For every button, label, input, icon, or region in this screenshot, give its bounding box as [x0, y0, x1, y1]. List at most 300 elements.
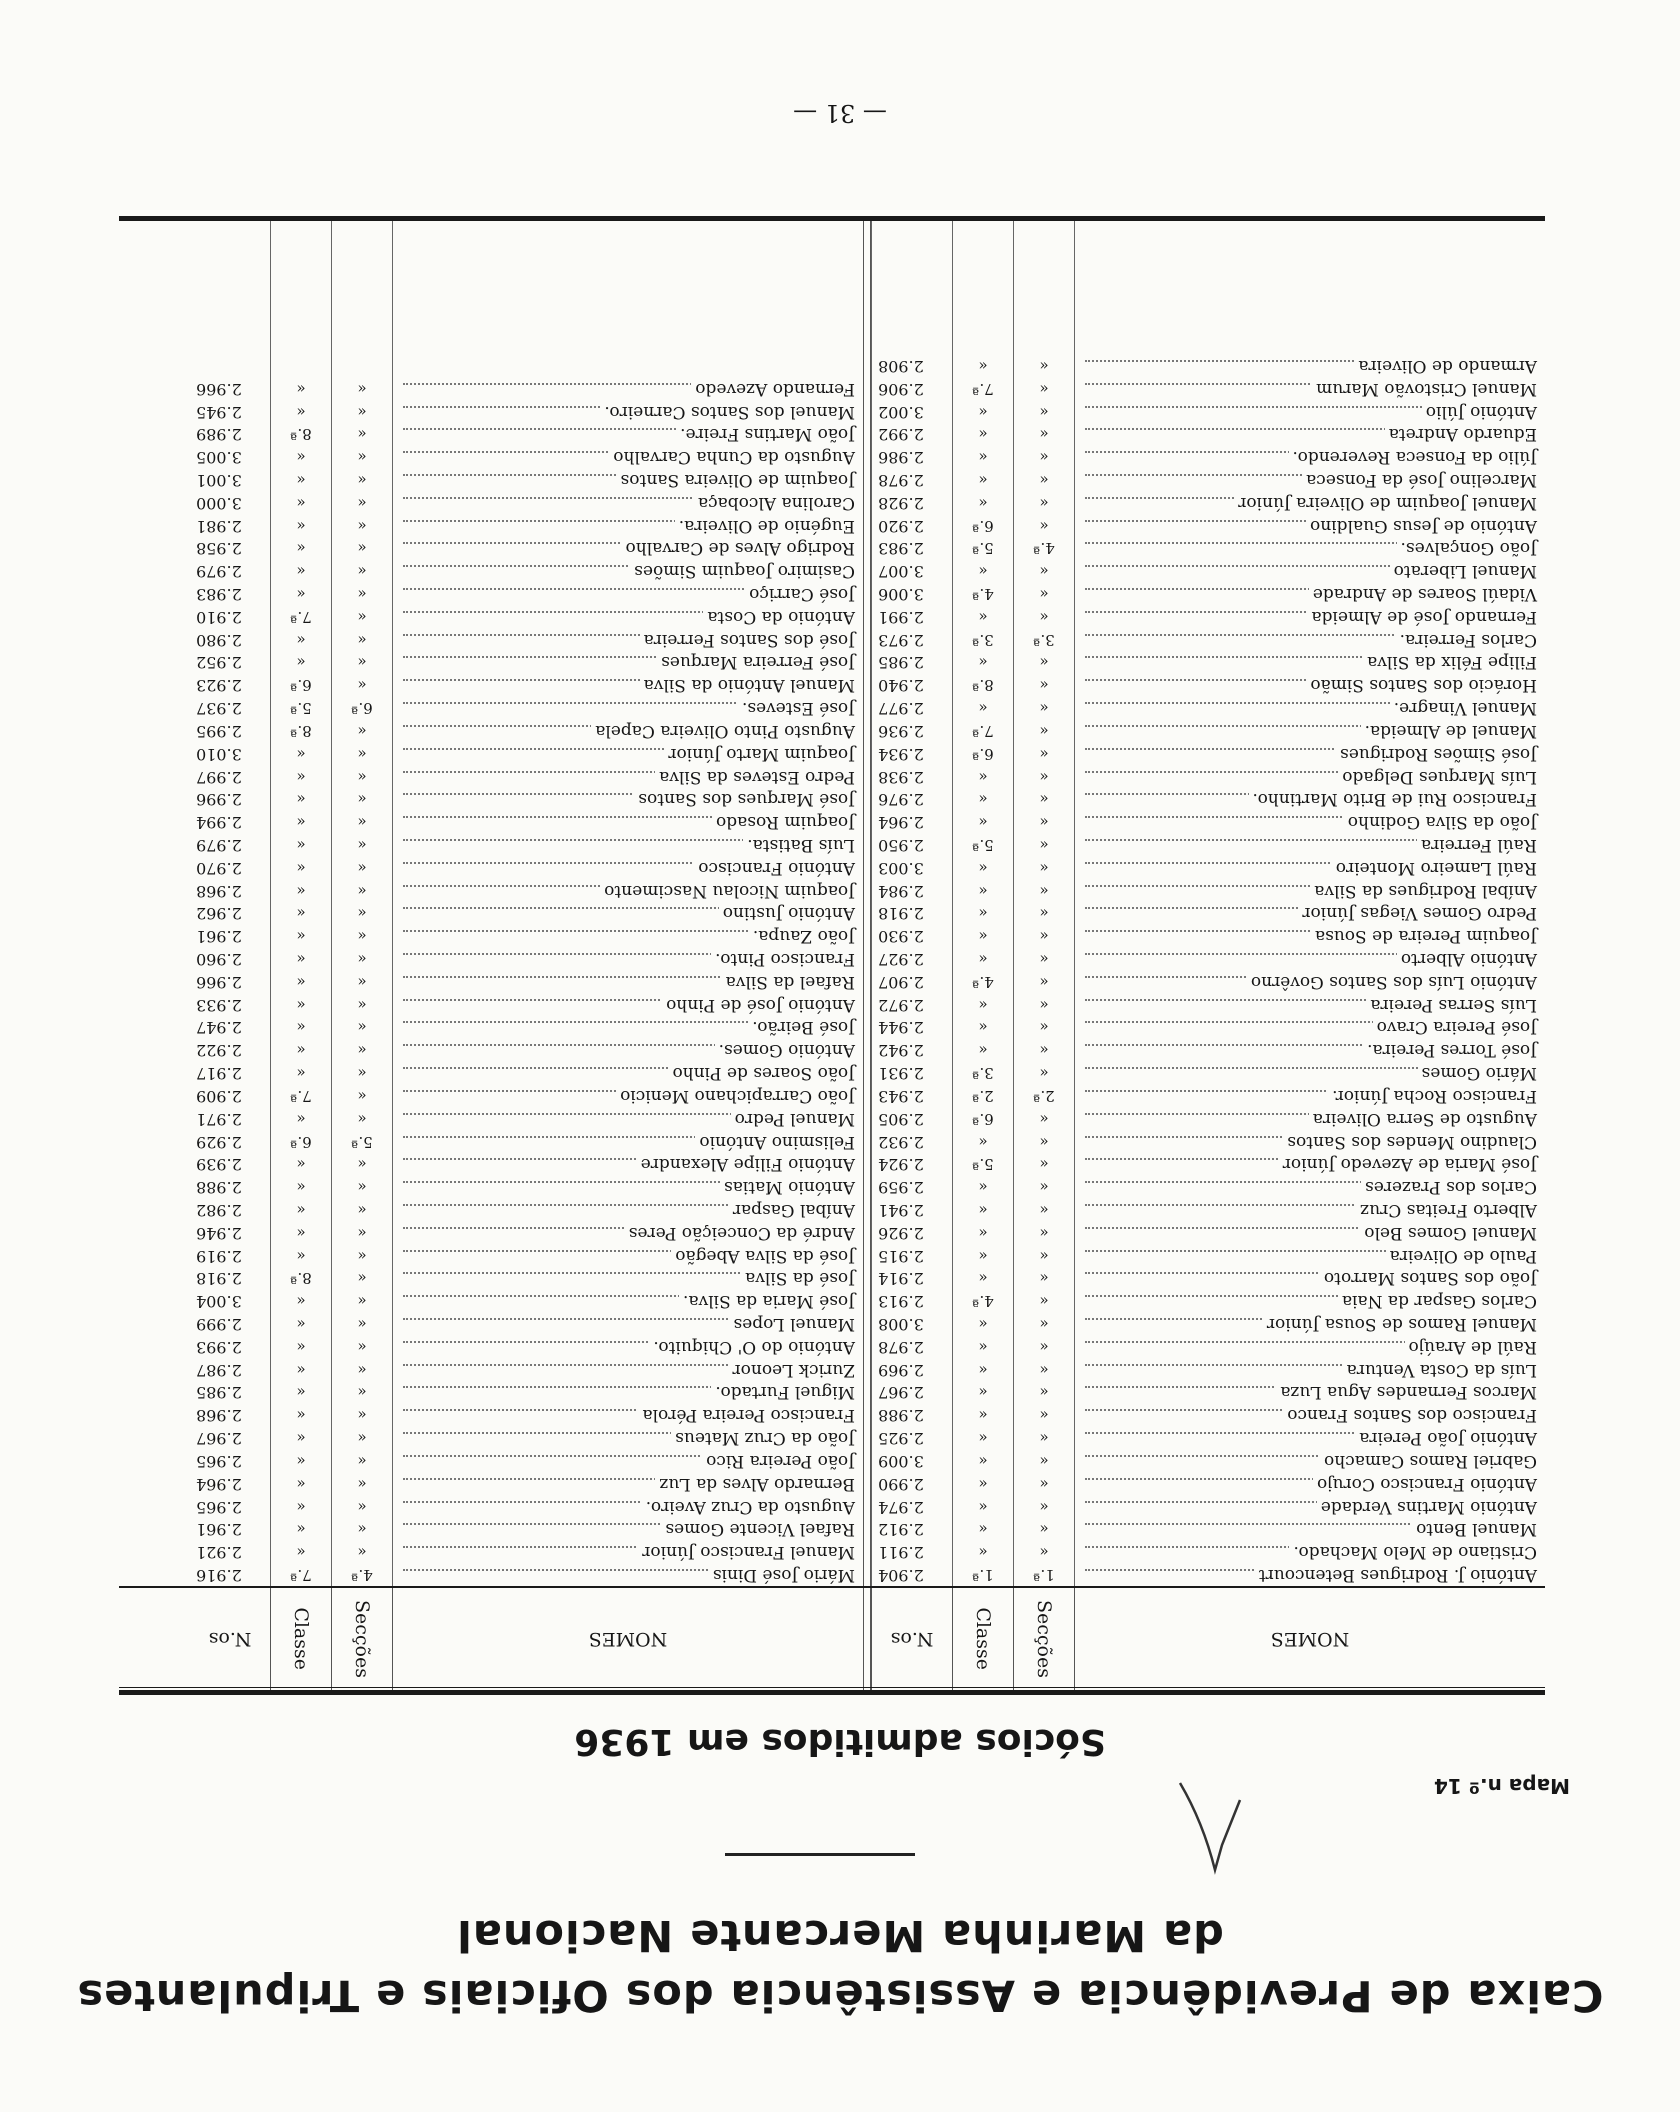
cell-value: 2.923	[196, 676, 242, 696]
cell-value: «	[978, 767, 988, 786]
cell-value: «	[1039, 1269, 1049, 1288]
column-separator	[863, 1588, 871, 1690]
table-cell	[393, 674, 863, 697]
cell-value: «	[357, 425, 367, 444]
cell-value: 2.965	[196, 1497, 242, 1517]
table-cell	[393, 1381, 863, 1404]
table-cell	[1014, 1312, 1074, 1335]
cell-value: 2.921	[196, 1543, 242, 1563]
cell-value: 2.959	[878, 1178, 924, 1198]
cell-value: «	[357, 1543, 367, 1562]
table-cell	[872, 947, 952, 970]
cell-value: «	[978, 1451, 988, 1470]
cell-value: «	[978, 1201, 988, 1219]
table-cell	[190, 1404, 270, 1427]
table-cell	[953, 582, 1013, 605]
page-number: — 31 —	[793, 99, 887, 127]
table-cell	[872, 1563, 952, 1586]
table-cell	[271, 1495, 331, 1518]
cell-value: 2.960	[196, 950, 242, 970]
table-cell	[953, 628, 1013, 651]
cell-value: «	[357, 493, 367, 512]
table-cell	[1075, 1472, 1545, 1495]
table-cell	[271, 400, 331, 423]
table-cell	[393, 605, 863, 628]
table-cell	[332, 1495, 392, 1518]
table-cell	[1014, 1563, 1074, 1586]
cell-value: «	[296, 1360, 306, 1379]
cell-value: 2.925	[878, 1429, 924, 1449]
table-cell	[953, 1107, 1013, 1130]
table-cell	[1014, 1244, 1074, 1267]
table-cell	[271, 1358, 331, 1381]
table-cell	[872, 559, 952, 582]
cell-value: 2.944	[878, 1018, 924, 1038]
table-cell	[332, 765, 392, 788]
table-cell	[953, 1312, 1013, 1335]
cell-value: 2.932	[878, 1132, 924, 1152]
table-cell	[1014, 674, 1074, 697]
member-name: Pedro Esteves da Silva	[655, 767, 855, 787]
member-name: Carolina Alcobaça	[694, 493, 855, 513]
cell-value: 2.982	[196, 1201, 242, 1220]
table-cell	[872, 719, 952, 742]
table-cell	[271, 1244, 331, 1267]
cell-value: 2.943	[878, 1086, 924, 1106]
cell-value: 2.905	[878, 1109, 924, 1129]
section-subtitle: Sócios admitidos em 1936	[574, 1721, 1106, 1762]
table-cell	[332, 947, 392, 970]
cell-value: «	[296, 402, 306, 421]
cell-value: «	[1039, 1474, 1049, 1493]
table-cell	[872, 514, 952, 537]
cell-value: 3.006	[878, 585, 924, 605]
cell-value: «	[978, 881, 988, 900]
table-cell	[271, 719, 331, 742]
table-cell	[190, 719, 270, 742]
cell-value: 2.961	[196, 1520, 242, 1540]
member-name: Fernando Azevedo	[691, 379, 855, 399]
table-cell	[1014, 491, 1074, 514]
cell-value: «	[978, 790, 988, 809]
cell-value: «	[1039, 516, 1049, 535]
table-cell	[872, 1312, 952, 1335]
member-name: António José de Pinho	[662, 995, 855, 1015]
table-cell	[271, 856, 331, 879]
table-cell	[1075, 719, 1545, 742]
table-cell	[190, 765, 270, 788]
table-cell	[271, 1335, 331, 1358]
cell-value: 3.005	[196, 448, 242, 468]
table-cell	[872, 491, 952, 514]
cell-value: 6.ª	[972, 516, 994, 535]
cell-value: «	[1039, 1041, 1049, 1060]
table-cell	[1014, 1175, 1074, 1198]
table-cell	[872, 1472, 952, 1495]
table-cell	[271, 537, 331, 560]
table-cell	[872, 628, 952, 651]
cell-value: 2.952	[196, 653, 242, 673]
table-cell	[1014, 1381, 1074, 1404]
cell-value: 2.979	[196, 562, 242, 582]
table-cell	[1075, 902, 1545, 925]
cell-value: 4.ª	[351, 1566, 373, 1584]
member-name: Francisco dos Santos Franco	[1283, 1405, 1537, 1425]
table-cell	[332, 993, 392, 1016]
table-cell	[190, 423, 270, 446]
member-name: André da Conceição Peres	[625, 1223, 855, 1243]
cell-value: «	[357, 1178, 367, 1197]
cell-value: «	[1039, 1451, 1049, 1470]
table-cell	[271, 1426, 331, 1449]
table-cell	[1014, 1335, 1074, 1358]
table-cell	[872, 810, 952, 833]
table-cell	[953, 559, 1013, 582]
table-cell	[332, 1084, 392, 1107]
table-cell	[332, 810, 392, 833]
table-cell	[1075, 1198, 1545, 1221]
cell-value: «	[1039, 1497, 1049, 1516]
cell-value: 2.931	[878, 1064, 924, 1084]
cell-value: 6.ª	[290, 1132, 312, 1151]
cell-value: «	[1039, 699, 1049, 718]
member-name: Rafael da Silva	[722, 972, 855, 992]
cell-value: «	[296, 539, 306, 558]
cell-value: «	[357, 471, 367, 489]
cell-value: «	[357, 972, 367, 991]
table-cell	[393, 1016, 863, 1039]
table-cell	[1075, 605, 1545, 628]
table-cell	[190, 1267, 270, 1290]
table-cell	[190, 1495, 270, 1518]
cell-value: «	[1039, 950, 1049, 969]
table-cell	[393, 1449, 863, 1472]
table-cell	[1014, 765, 1074, 788]
table-cell	[953, 924, 1013, 947]
member-name: João da Cruz Mateus	[671, 1428, 855, 1448]
table-cell	[1075, 559, 1545, 582]
table-cell	[271, 765, 331, 788]
cell-value: «	[1039, 972, 1049, 991]
cell-value: «	[978, 1520, 988, 1539]
cell-value: 6.ª	[351, 699, 373, 718]
member-name: António João Pereira	[1355, 1428, 1537, 1448]
table-cell	[1014, 605, 1074, 628]
table-cell	[332, 491, 392, 514]
table-cell	[1014, 833, 1074, 856]
member-name: Zurick Leonor	[729, 1360, 855, 1380]
cell-value: «	[1039, 1337, 1049, 1356]
cell-value: «	[1039, 995, 1049, 1014]
member-name: José Maria de Azevedo Júnior	[1279, 1154, 1537, 1174]
table-cell	[332, 1198, 392, 1221]
table-cell	[332, 1039, 392, 1062]
table-cell	[872, 468, 952, 491]
member-name: Luís da Costa Ventura	[1343, 1360, 1537, 1380]
table-cell	[1075, 1084, 1545, 1107]
table-cell	[190, 856, 270, 879]
table-cell	[271, 628, 331, 651]
table-cell	[393, 1426, 863, 1449]
table-cell	[190, 1540, 270, 1563]
cell-value: «	[357, 1383, 367, 1402]
cell-value: «	[978, 562, 988, 581]
cell-value: «	[296, 904, 306, 923]
cell-value: 3.ª	[972, 630, 994, 649]
member-name: Paulo de Oliveira	[1386, 1246, 1537, 1266]
table-cell	[953, 1198, 1013, 1221]
cell-value: «	[296, 585, 306, 604]
member-name: Filipe Félix da Silva	[1363, 653, 1537, 673]
member-name: António da Costa	[703, 607, 855, 627]
cell-value: 5.ª	[290, 699, 312, 718]
table-cell	[1014, 423, 1074, 446]
cell-value: «	[296, 881, 306, 900]
table-cell	[1075, 1130, 1545, 1153]
table-cell	[872, 924, 952, 947]
member-name: Francisco Rui de Brito Martinho.	[1249, 789, 1537, 809]
table-cell	[872, 1016, 952, 1039]
table-cell	[393, 1335, 863, 1358]
table-cell	[332, 1312, 392, 1335]
cell-value: 2.962	[196, 904, 242, 924]
table-cell	[190, 1130, 270, 1153]
table-cell	[190, 1563, 270, 1586]
cell-value: 2.986	[878, 448, 924, 468]
member-name: António Justino	[719, 903, 855, 923]
table-cell	[953, 377, 1013, 400]
member-name: Manuel Joaquim de Oliveira Júnior	[1234, 493, 1537, 513]
table-cell	[1014, 651, 1074, 674]
table-cell	[1075, 742, 1545, 765]
cell-value: 2.968	[196, 1406, 242, 1426]
cell-value: «	[296, 1520, 306, 1539]
member-name: João Soares de Pinho	[668, 1063, 855, 1083]
table-cell	[393, 1358, 863, 1381]
table-cell	[953, 354, 1013, 377]
member-name: José Marques dos Santos	[634, 789, 855, 809]
member-name: Aníbal Rodrigues da Silva	[1310, 881, 1537, 901]
member-name: Júlio da Fonseca Reverendo.	[1289, 447, 1537, 467]
cell-value: «	[357, 1360, 367, 1379]
cell-value: «	[1039, 1520, 1049, 1539]
cell-value: 3.ª	[972, 1064, 994, 1083]
table-cell	[872, 1381, 952, 1404]
table-cell	[190, 1221, 270, 1244]
cell-value: «	[357, 402, 367, 421]
cell-value: «	[357, 1064, 367, 1083]
cell-value: 2.980	[196, 630, 242, 650]
member-name: Manuel dos Santos Carneiro.	[600, 402, 855, 422]
table-cell	[190, 970, 270, 993]
table-cell	[393, 1495, 863, 1518]
table-cell	[1075, 377, 1545, 400]
cell-value: 2.946	[196, 1223, 242, 1243]
table-cell	[1014, 1358, 1074, 1381]
table-cell	[190, 1016, 270, 1039]
cell-value: «	[357, 1086, 367, 1105]
table-cell	[872, 1335, 952, 1358]
right-seccoes-column	[331, 221, 392, 1586]
table-cell	[190, 810, 270, 833]
table-cell	[271, 377, 331, 400]
table-cell	[953, 1495, 1013, 1518]
table-cell	[332, 514, 392, 537]
member-name: Raúl de Araújo	[1405, 1337, 1537, 1357]
table-cell	[953, 674, 1013, 697]
cell-value: 2.912	[878, 1520, 924, 1540]
cell-value: «	[296, 379, 306, 398]
cell-value: 2.965	[196, 1451, 242, 1471]
table-cell	[190, 1426, 270, 1449]
header-seccoes-right: Secções	[331, 1588, 392, 1690]
cell-value: 3.ª	[1033, 630, 1055, 649]
table-cell	[190, 1335, 270, 1358]
table-cell	[332, 1267, 392, 1290]
table-cell	[872, 1404, 952, 1427]
cell-value: «	[357, 1201, 367, 1219]
cell-value: «	[1039, 356, 1049, 375]
table-cell	[872, 696, 952, 719]
cell-value: «	[978, 425, 988, 444]
table-cell	[953, 1153, 1013, 1176]
table-cell	[953, 1472, 1013, 1495]
table-cell	[872, 1153, 952, 1176]
table-cell	[271, 674, 331, 697]
cell-value: 5.ª	[972, 539, 994, 558]
member-name: Vidaúl Soares de Andrade	[1309, 584, 1537, 604]
table-cell	[271, 1267, 331, 1290]
table-cell	[190, 833, 270, 856]
cell-value: 8.ª	[290, 425, 312, 444]
table-cell	[332, 1404, 392, 1427]
cell-value: 2.974	[878, 1497, 924, 1517]
table-cell	[271, 468, 331, 491]
cell-value: 2.911	[878, 1543, 924, 1563]
member-name: João da Silva Godinho	[1344, 812, 1537, 832]
member-name: José Simões Rodrigues	[1336, 744, 1537, 764]
member-name: Joaquim Pereira de Sousa	[1311, 926, 1537, 946]
table-cell	[190, 1153, 270, 1176]
cell-value: «	[357, 1246, 367, 1265]
header-classe-left: Classe	[952, 1588, 1013, 1690]
table-cell	[393, 810, 863, 833]
cell-value: «	[357, 858, 367, 877]
member-name: Raúl Ferreira	[1417, 835, 1537, 855]
cell-value: 1.ª	[1033, 1566, 1055, 1584]
title-rule	[725, 1853, 915, 1856]
table-cell	[332, 1563, 392, 1586]
cell-value: 2.929	[196, 1132, 242, 1152]
table-cell	[1014, 696, 1074, 719]
table-cell	[1014, 1426, 1074, 1449]
member-name: Luís Serras Pereira	[1366, 995, 1537, 1015]
table-cell	[393, 833, 863, 856]
table-cell	[393, 1084, 863, 1107]
table-cell	[271, 1107, 331, 1130]
table-cell	[332, 423, 392, 446]
member-name: Claudino Mendes dos Santos	[1283, 1132, 1537, 1152]
table-cell	[1075, 1335, 1545, 1358]
table-cell	[1075, 1312, 1545, 1335]
cell-value: «	[1039, 767, 1049, 786]
cell-value: «	[296, 1451, 306, 1470]
table-cell	[271, 559, 331, 582]
cell-value: 2.961	[196, 927, 242, 947]
cell-value: 2.994	[196, 813, 242, 833]
cell-value: «	[296, 1041, 306, 1060]
table-cell	[1014, 1289, 1074, 1312]
table-cell	[190, 605, 270, 628]
cell-value: «	[296, 493, 306, 512]
cell-value: «	[1039, 1406, 1049, 1425]
member-name: Manuel Ramos de Sousa Júnior	[1263, 1314, 1537, 1334]
table-cell	[872, 1426, 952, 1449]
table-cell	[332, 1426, 392, 1449]
header-classe-right: Classe	[270, 1588, 331, 1690]
right-classe-column	[270, 221, 331, 1586]
table-cell	[190, 1175, 270, 1198]
cell-value: 2.918	[196, 1269, 242, 1289]
table-cell	[953, 1267, 1013, 1290]
cell-value: 2.978	[878, 1337, 924, 1357]
table-cell	[872, 674, 952, 697]
table-cell	[393, 993, 863, 1016]
header-seccoes-left: Secções	[1013, 1588, 1074, 1690]
table-cell	[872, 400, 952, 423]
cell-value: «	[1039, 744, 1049, 763]
column-separator	[863, 221, 871, 1586]
cell-value: «	[1039, 881, 1049, 900]
cell-value: 8.ª	[290, 1269, 312, 1288]
member-name: Mário Gomes	[1418, 1063, 1537, 1083]
table-cell	[271, 1198, 331, 1221]
table-cell	[190, 993, 270, 1016]
member-name: Carlos dos Prazeres	[1361, 1177, 1537, 1197]
table-cell	[190, 1472, 270, 1495]
cell-value: «	[357, 1406, 367, 1425]
cell-value: «	[978, 927, 988, 946]
table-cell	[1075, 947, 1545, 970]
cell-value: «	[978, 1429, 988, 1448]
table-cell	[393, 445, 863, 468]
member-name: Horácio dos Santos Simão	[1306, 675, 1537, 695]
cell-value: «	[357, 1451, 367, 1470]
member-name: António Francisco Corujo	[1313, 1474, 1537, 1494]
member-name: José Ferreira Marques	[657, 653, 855, 673]
cell-value: «	[978, 1178, 988, 1197]
table-cell	[1075, 354, 1545, 377]
table-cell	[271, 696, 331, 719]
table-cell	[872, 742, 952, 765]
table-cell	[1014, 1153, 1074, 1176]
members-table	[119, 216, 1545, 1695]
cell-value: 2.906	[878, 379, 924, 399]
table-cell	[393, 924, 863, 947]
table-cell	[393, 788, 863, 811]
member-name: Augusto Pinto Oliveira Capela	[591, 721, 855, 741]
table-cell	[271, 1312, 331, 1335]
table-cell	[953, 902, 1013, 925]
table-cell	[190, 1381, 270, 1404]
cell-value: «	[978, 858, 988, 877]
table-cell	[872, 1039, 952, 1062]
cell-value: 2.936	[878, 721, 924, 741]
cell-value: «	[357, 836, 367, 854]
table-cell	[1014, 1084, 1074, 1107]
member-name: João Martins Freire.	[676, 424, 855, 444]
table-cell	[1075, 810, 1545, 833]
